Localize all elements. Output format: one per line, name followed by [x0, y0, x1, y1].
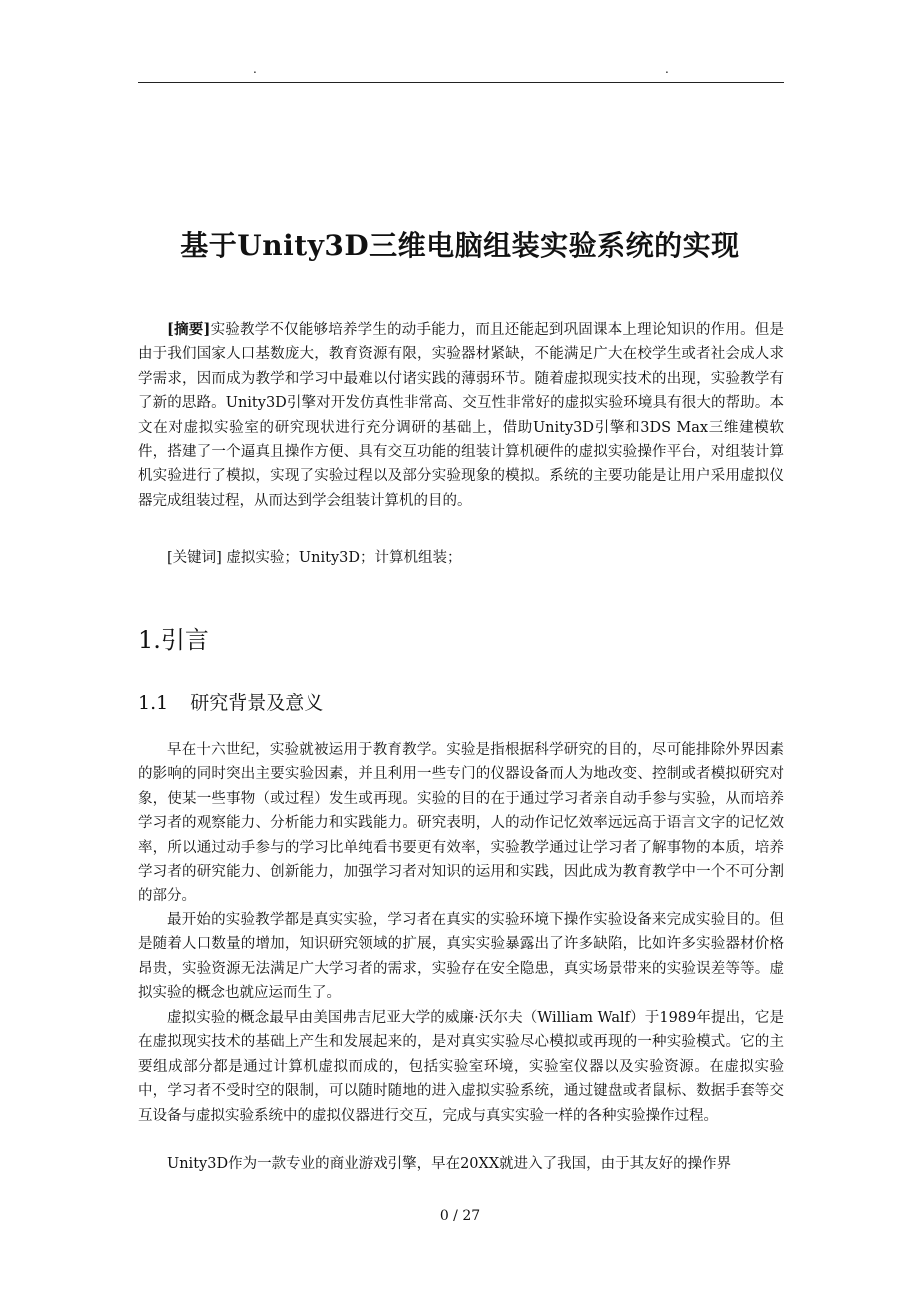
abstract-label: [摘要]: [167, 321, 211, 338]
body-paragraph: 早在十六世纪，实验就被运用于教育教学。实验是指根据科学研究的目的，尽可能排除外界因素的影响的同时突出主要实验因素，并且利用一些专门的仪器设备而人为地改变、控制或者模拟研究对象，使某一些事物（或过程）发生或再现。实验的目的在于通过学习者亲自动手参与实验，从而培养学习者的观察能力、分析能力和实践能力。研究表明，人的动作记忆效率远远高于语言文字的记忆效率，所以通过动手参与的学习比单纯看书要更有效率，实验教学通过让学习者了解事物的本质，培养学习者的研究能力、创新能力，加强学习者对知识的运用和实践，因此成为教育教学中一个不可分割的部分。: [138, 742, 784, 905]
page-number: 0 / 27: [439, 1208, 481, 1224]
keywords-text: 虚拟实验；Unity3D；计算机组装；: [221, 550, 462, 566]
abstract-text: 实验教学不仅能够培养学生的动手能力，而且还能起到巩固课本上理论知识的作用。但是由于我们国家人口基数庞大，教育资源有限，实验器材紧缺，不能满足广大在校学生或者社会成人求学需求，因而成为教学和学习中最难以付诸实践的薄弱环节。随着虚拟现实技术的出现，实验教学有了新的思路。Unity3D引擎对开发仿真性非常高、交互性非常好的虚拟实验环境具有很大的帮助。本文在对虚拟实验室的研究现状进行充分调研的基础上，借助Unity3D引擎和3DS Max三维建模软件，搭建了一个逼真且操作方便、具有交互功能的组装计算机硬件的虚拟实验操作平台，对组装计算机实验进行了模拟，实现了实验过程以及部分实验现象的模拟。系统的主要功能是让用户采用虚拟仪器完成组装过程，从而达到学会组装计算机的目的。: [138, 322, 785, 509]
header-left-mark: .: [253, 62, 257, 76]
keywords-label: [关键词]: [167, 550, 222, 566]
body-paragraph: 最开始的实验教学都是真实实验，学习者在真实的实验环境下操作实验设备来完成实验目的。但是随着人口数量的增加，知识研究领域的扩展，真实实验暴露出了许多缺陷，比如许多实验器材价格昂贵，实验资源无法满足广大学习者的需求，实验存在安全隐患，真实场景带来的实验误差等等。虚拟实验的概念也就应运而生了。: [138, 912, 784, 1002]
body-paragraph: Unity3D作为一款专业的商业游戏引擎，早在20XX就进入了我国，由于其友好的操作界: [167, 1156, 732, 1172]
document-title: 基于Unity3D三维电脑组装实验系统的实现: [180, 229, 740, 262]
keywords-line: [138, 546, 784, 570]
body-paragraph: 虚拟实验的概念最早由美国弗吉尼亚大学的威廉·沃尔夫（William Walf）于1989年提出，它是在虚拟现实技术的基础上产生和发展起来的，是对真实实验尽心模拟或再现的一种实验模式。它的主要组成部分都是通过计算机虚拟而成的，包括实验室环境，实验室仪器以及实验资源。在虚拟实验中，学习者不受时空的限制，可以随时随地的进入虚拟实验系统，通过键盘或者鼠标、数据手套等交互设备与虚拟实验系统中的虚拟仪器进行交互，完成与真实实验一样的各种实验操作过程。: [138, 1010, 784, 1124]
section-heading-1-1: [138, 688, 323, 718]
header-rule: [138, 82, 784, 83]
header-right-mark: .: [665, 62, 669, 76]
section-heading-1: 1.引言: [138, 626, 209, 654]
section-title: 研究背景及意义: [190, 692, 324, 714]
abstract-paragraph: [138, 318, 784, 513]
section-number: 1.1: [138, 692, 169, 714]
